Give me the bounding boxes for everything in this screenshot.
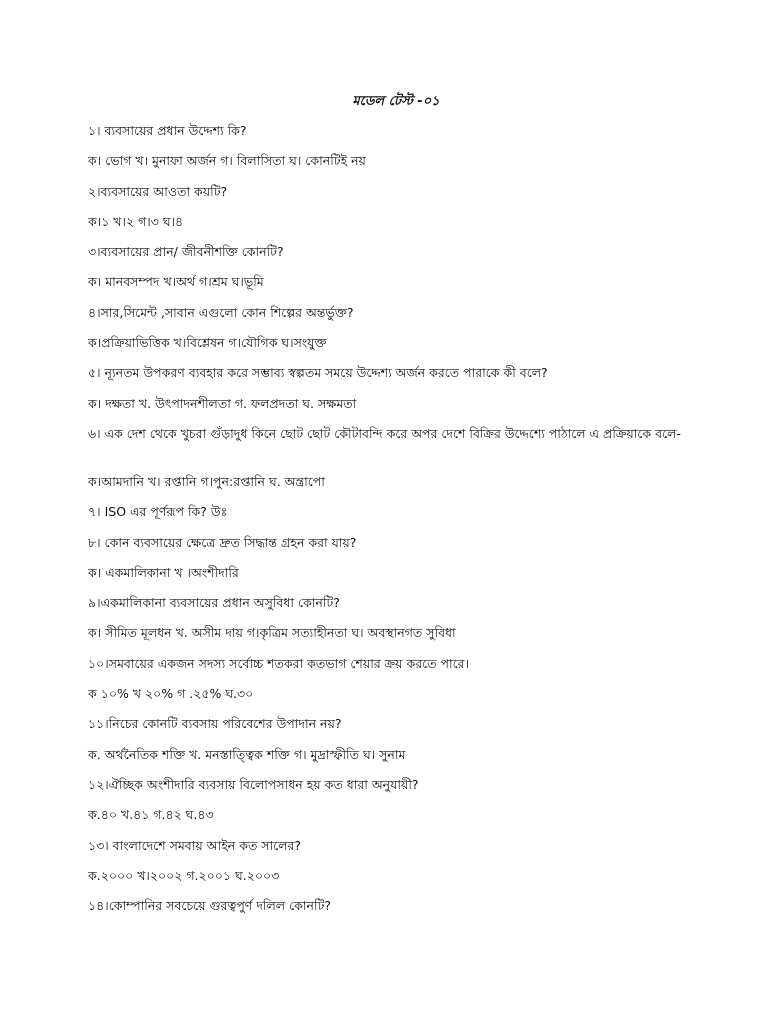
question-line: ৭। ISO এর পূর্ণরূপ কি? উঃ [88, 504, 228, 520]
question-line: ৫। ন্যূনতম উপকরণ ব্যবহার করে সম্ভাব্য স্বল্পতম সময়ে উদ্দেশ্য অর্জন করতে পারাকে কী বলে? [88, 365, 548, 381]
question-line: ১৩। বাংলাদেশে সমবায় আইন কত সালের? [88, 837, 302, 853]
answer-options-line: ক.৪০ খ.৪১ গ.৪২ ঘ.৪৩ [88, 807, 214, 823]
answer-options-line: ক ১০% খ ২০% গ .২৫% ঘ.৩০ [88, 686, 254, 702]
question-line: ২।ব্যবসায়ের আওতা কয়টি? [88, 183, 228, 199]
answer-options-line: ক.২০০০ খ।২০০২ গ.২০০১ ঘ.২০০৩ [88, 867, 280, 883]
question-line: ৮। কোন ব্যবসায়ের ক্ষেত্রে দ্রুত সিদ্ধান্ত গ্রহন করা যায়? [88, 534, 357, 550]
answer-options-line: ক। একমালিকানা খ ।অংশীদারি [88, 564, 239, 580]
answer-options-line: ক। দক্ষতা খ. উৎপাদনশীলতা গ. ফলপ্রদতা ঘ. সক্ষমতা [88, 395, 357, 411]
question-list [88, 122, 688, 927]
question-line: ১০।সমবায়ের একজন সদস্য সর্বোচ্চ শতকরা কতভাগ শেয়ার ক্রয় করতে পারে। [88, 655, 469, 671]
question-line: ১৪।কোম্পানির সবচেয়ে গুরত্বপুর্ণ দলিল কোনটি? [88, 898, 332, 914]
answer-options-line: ক। ভোগ খ। মুনাফা অর্জন গ। বিলাসিতা ঘ। কোনটিই নয় [88, 153, 366, 169]
question-line: ৩।ব্যবসায়ের প্রান/ জীবনীশক্তি কোনটি? [88, 244, 284, 260]
question-line: ৬। এক দেশ থেকে খুচরা গুঁড়াদুধ কিনে ছোট ছোট কৌটাবন্দি করে অপর দেশে বিক্রির উদ্দেশ্যে পাঠালে এ প্রক্রিয়াকে বলে- [88, 425, 681, 441]
answer-options-line: ক।১ খ।২ গ।৩ ঘ।৪ [88, 213, 184, 229]
answer-options-line: ক।প্রক্রিয়াভিত্তিক খ।বিশ্লেষন গ।যৌগিক ঘ।সংযুক্ত [88, 335, 327, 351]
answer-options-line: ক। সীমিত মূলধন খ. অসীম দায় গ।কৃত্রিম সত্যাহীনতা ঘ। অবস্থানগত সুবিধা [88, 625, 456, 641]
answer-options-line: ক। মানবসম্পদ খ।অর্থ গ।শ্রম ঘ।ভূমি [88, 274, 264, 290]
question-line: ৪।সার,সিমেন্ট ,সাবান এগুলো কোন শিল্পের অন্তর্ভুক্ত? [88, 304, 354, 320]
question-line: ৯।একমালিকানা ব্যবসায়ের প্রধান অসুবিধা কোনটি? [88, 595, 340, 611]
question-line: ১২।ঐচ্ছিক অংশীদারি ব্যবসায় বিলোপসাধন হয় কত ধারা অনুযায়ী? [88, 776, 419, 792]
page-title: মডেল টেস্ট -০১ [352, 94, 440, 109]
answer-options-line: ক।আমদানি খ। রপ্তানি গ।পুন:রপ্তানি ঘ. অন্ত্রাপো [88, 473, 325, 489]
answer-options-line: ক. অর্থনৈতিক শক্তি খ. মনস্তাত্ত্বিক শক্তি গ। মুদ্রাস্ফীতি ঘ। সুনাম [88, 746, 406, 762]
question-line: ১। ব্যবসায়ের প্রধান উদ্দেশ্য কি? [88, 123, 247, 138]
question-line: ১১।নিচের কোনটি ব্যবসায় পরিবেশের উপাদান নয়? [88, 716, 342, 732]
